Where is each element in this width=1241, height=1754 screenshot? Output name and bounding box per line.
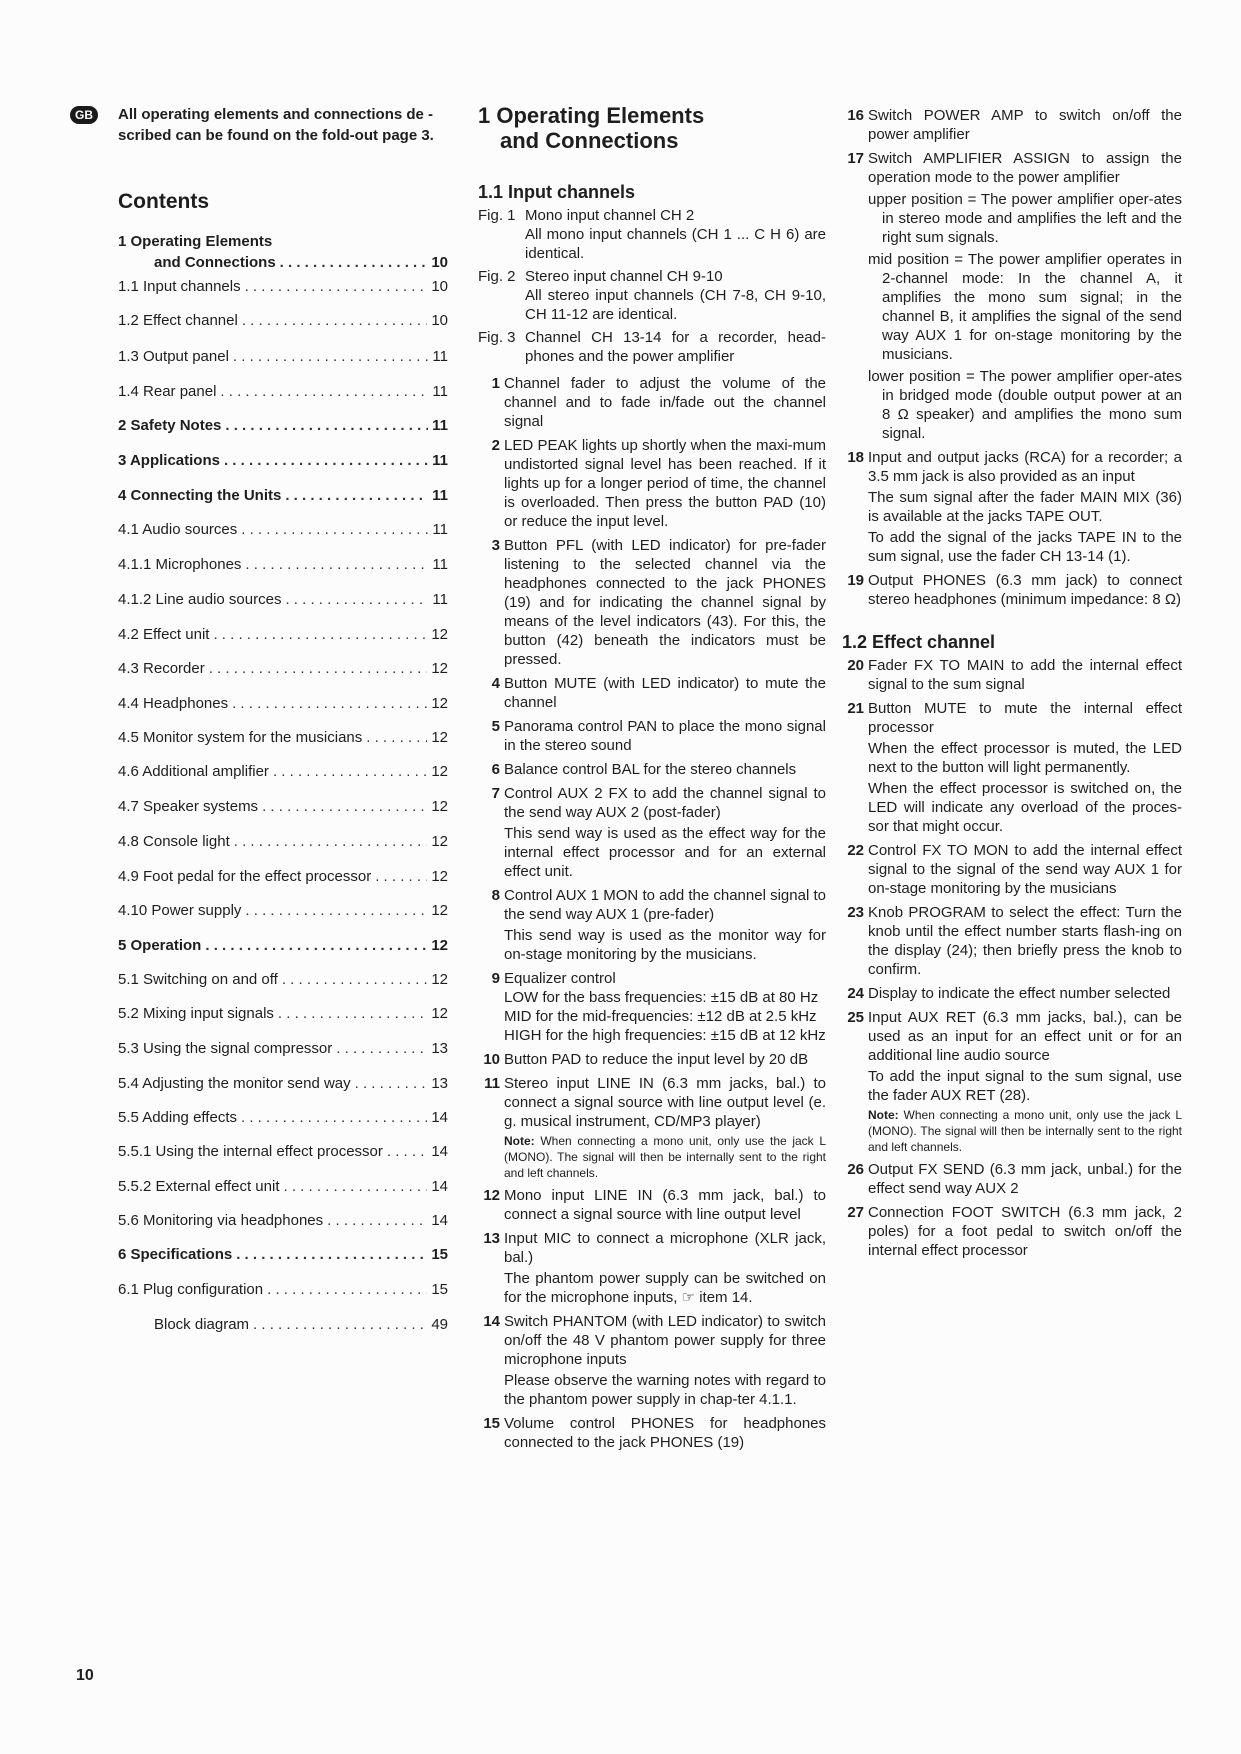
list-item — [842, 984, 1182, 1003]
figure-caption: Mono input channel CH 2 — [525, 207, 695, 224]
toc-entry-label: 2 Safety Notes — [118, 417, 222, 434]
list-item — [478, 1186, 826, 1224]
item-number: 26 — [847, 1161, 864, 1178]
toc-entry[interactable] — [118, 659, 448, 679]
item-text: Balance control BAL for the stereo channels — [504, 761, 797, 778]
toc-entry[interactable] — [118, 451, 448, 471]
item-text: Output PHONES (6.3 mm jack) to connect stereo headphones (minimum impedance: 8 Ω) — [868, 572, 1182, 608]
toc-entry[interactable] — [118, 520, 448, 540]
figure-ref — [478, 206, 826, 263]
toc-leader-dots — [285, 486, 428, 506]
item-text: Fader FX TO MAIN to add the internal effect signal to the sum signal — [868, 657, 1182, 693]
effect-channel-heading: 1.2 Effect channel — [842, 632, 996, 652]
item-text: Input and output jacks (RCA) for a recorder; a 3.5 mm jack is also provided as an input — [868, 449, 1182, 485]
list-item — [478, 717, 826, 755]
toc-entry-label: 1.3 Output panel — [118, 348, 229, 365]
list-item — [842, 1008, 1182, 1155]
list-item — [478, 1050, 826, 1069]
toc-entry-label: 5.5.2 External effect unit — [118, 1178, 280, 1195]
list-item — [842, 571, 1182, 609]
figure-label: Fig. 2 — [478, 268, 516, 285]
item-list — [842, 656, 1182, 1260]
toc-entry[interactable] — [118, 1280, 448, 1300]
toc-entry-page: 15 — [431, 1246, 448, 1263]
list-item — [478, 1074, 826, 1181]
section-heading — [478, 103, 778, 153]
toc-entry[interactable] — [118, 970, 448, 990]
toc-entry[interactable] — [118, 797, 448, 817]
item-number: 15 — [483, 1415, 500, 1432]
right-column — [842, 106, 1182, 1265]
toc-entry[interactable] — [118, 762, 448, 782]
item-text: Stereo input LINE IN (6.3 mm jacks, bal.) to connect a signal source with line output level (e. g. musical instrument, CD/MP3 player) — [504, 1075, 826, 1130]
item-number: 2 — [491, 437, 500, 454]
item-number: 24 — [847, 985, 864, 1002]
toc-leader-dots — [336, 1039, 427, 1059]
toc-entry[interactable] — [118, 1004, 448, 1024]
toc-entry[interactable] — [118, 277, 448, 297]
toc-leader-dots — [232, 694, 427, 714]
toc-leader-dots — [280, 253, 428, 273]
item-number: 19 — [847, 572, 864, 589]
item-number: 23 — [847, 904, 864, 921]
item-number: 3 — [491, 537, 500, 554]
item-extra: The sum signal after the fader MAIN MIX (36) is available at the jacks TAPE OUT. — [868, 489, 1182, 525]
item-number: 10 — [483, 1051, 500, 1068]
toc-leader-dots — [242, 311, 428, 331]
toc-entry-label: and Connections — [154, 254, 276, 271]
item-number: 4 — [491, 675, 500, 692]
item-extra: When the effect processor is switched on, the LED will indicate any overload of the proces-sor that might occur. — [868, 780, 1182, 835]
toc-entry-label: 5.1 Switching on and off — [118, 971, 278, 988]
middle-column — [478, 181, 826, 1457]
toc-entry-page: 11 — [432, 521, 448, 538]
toc-entry-label: 3 Applications — [118, 452, 220, 469]
toc-entry-label: 4.4 Headphones — [118, 695, 229, 712]
position-description: mid position = The power amplifier operates in 2-channel mode: In the channel A, it amplifies the mono sum signal; in the channel B, it amplifies the signal of the send way AUX 1 for on-stage monitoring by the musicians. — [868, 251, 1182, 363]
equalizer-band: MID for the mid-frequencies: ±12 dB at 2.5 kHz — [504, 1008, 817, 1025]
section-heading-line1: 1 Operating Elements — [478, 103, 705, 128]
toc-entry-page: 15 — [431, 1281, 448, 1298]
note-text: When connecting a mono unit, only use the jack L (MONO). The signal will then be internally sent to the right and left channels. — [868, 1108, 1182, 1154]
item-extra: Please observe the warning notes with regard to the phantom power supply in chap-ter 4.1.1. — [504, 1372, 826, 1408]
toc-leader-dots — [273, 762, 427, 782]
list-item — [842, 149, 1182, 443]
item-text: Switch PHANTOM (with LED indicator) to switch on/off the 48 V phantom power supply for three microphone inputs — [504, 1313, 826, 1368]
figure-ref — [478, 267, 826, 324]
toc-entry-label: 5.5 Adding effects — [118, 1109, 237, 1126]
equalizer-band: LOW for the bass frequencies: ±15 dB at 80 Hz — [504, 989, 819, 1006]
toc-entry-page: 11 — [432, 556, 448, 573]
item-text: Mono input LINE IN (6.3 mm jack, bal.) to connect a signal source with line output level — [504, 1187, 826, 1223]
item-text: Connection FOOT SWITCH (6.3 mm jack, 2 poles) for a foot pedal to switch on/off the internal effect processor — [868, 1204, 1182, 1259]
toc-entry-page: 10 — [431, 254, 448, 271]
toc-entry-page: 13 — [431, 1075, 448, 1092]
toc-entry[interactable] — [118, 347, 448, 367]
item-extra: To add the signal of the jacks TAPE IN to the sum signal, use the fader CH 13-14 (1). — [868, 529, 1182, 565]
toc-entry-page: 10 — [431, 312, 448, 329]
toc-entry-page: 14 — [431, 1212, 448, 1229]
toc-leader-dots — [355, 1074, 428, 1094]
toc-leader-dots — [241, 520, 428, 540]
toc-entry-label: 4.8 Console light — [118, 833, 230, 850]
toc-entry-label: 4.3 Recorder — [118, 660, 205, 677]
toc-entry-label: 4.5 Monitor system for the musicians — [118, 729, 363, 746]
toc-leader-dots — [224, 451, 428, 471]
item-text: Display to indicate the effect number selected — [868, 985, 1171, 1002]
toc-entry[interactable] — [118, 253, 448, 273]
item-number: 25 — [847, 1009, 864, 1026]
toc-entry-page: 12 — [431, 660, 448, 677]
toc-entry-page: 10 — [431, 278, 448, 295]
toc-entry-page: 11 — [432, 348, 448, 365]
toc-entry[interactable] — [118, 382, 448, 402]
position-description: upper position = The power amplifier oper-ates in stereo mode and amplifies the left and the right sum signals. — [868, 191, 1182, 246]
toc-entry-label: 6 Specifications — [118, 1246, 233, 1263]
toc-entry-label: 5.3 Using the signal compressor — [118, 1040, 333, 1057]
toc-entry-label: 1.2 Effect channel — [118, 312, 238, 329]
toc-entry[interactable] — [118, 1108, 448, 1128]
item-note — [868, 1107, 1182, 1155]
item-text: Panorama control PAN to place the mono signal in the stereo sound — [504, 718, 826, 754]
toc-entry-label: 4 Connecting the Units — [118, 487, 282, 504]
figure-ref — [478, 328, 826, 366]
toc-entry[interactable] — [118, 728, 448, 748]
item-number: 20 — [847, 657, 864, 674]
item-text: Button MUTE (with LED indicator) to mute the channel — [504, 675, 826, 711]
toc-entry-page: 12 — [431, 626, 448, 643]
toc-entry-page: 12 — [431, 763, 448, 780]
figure-note: All mono input channels (CH 1 ... C H 6) are identical. — [525, 226, 826, 262]
toc-leader-dots — [375, 867, 427, 887]
toc-leader-dots — [233, 347, 429, 367]
toc-entry[interactable] — [118, 590, 448, 610]
toc-leader-dots — [205, 936, 427, 956]
item-text: LED PEAK lights up shortly when the maxi-mum undistorted signal level has been reached. If it lights up for a longer period of time, the channel is overloaded. Then press the button PAD (10) or reduce the input level. — [504, 437, 826, 530]
toc-entry-label: 6.1 Plug configuration — [118, 1281, 264, 1298]
toc-leader-dots — [282, 970, 427, 990]
toc-entry-label: 5 Operation — [118, 937, 202, 954]
toc-entry-page: 12 — [431, 1005, 448, 1022]
item-number: 22 — [847, 842, 864, 859]
toc-entry-page: 12 — [431, 902, 448, 919]
item-number: 13 — [483, 1230, 500, 1247]
item-extra: To add the input signal to the sum signal, use the fader AUX RET (28). — [868, 1068, 1182, 1104]
item-extra: When the effect processor is muted, the LED next to the button will light permanently. — [868, 740, 1182, 776]
item-number: 27 — [847, 1204, 864, 1221]
list-item — [478, 1312, 826, 1409]
toc-leader-dots — [267, 1280, 427, 1300]
list-item — [842, 699, 1182, 836]
toc-leader-dots — [245, 277, 428, 297]
list-item — [842, 656, 1182, 694]
toc-entry-label: 4.7 Speaker systems — [118, 798, 259, 815]
toc-leader-dots — [213, 625, 427, 645]
list-item — [478, 1414, 826, 1452]
toc-entry-label: Block diagram — [154, 1316, 250, 1333]
toc-entry[interactable] — [118, 1074, 448, 1094]
item-extra: This send way is used as the effect way for the internal effect processor and for an external effect unit. — [504, 825, 826, 880]
toc-entry[interactable] — [118, 694, 448, 714]
toc-entry-label: 1.4 Rear panel — [118, 383, 217, 400]
list-item — [842, 841, 1182, 898]
toc-leader-dots — [327, 1211, 427, 1231]
toc-entry-page: 13 — [431, 1040, 448, 1057]
toc-leader-dots — [220, 382, 428, 402]
item-number: 14 — [483, 1313, 500, 1330]
toc-entry-label: 1 Operating Elements — [118, 233, 273, 250]
toc-entry[interactable] — [118, 867, 448, 887]
figure-label: Fig. 3 — [478, 329, 516, 346]
item-text: Input AUX RET (6.3 mm jacks, bal.), can be used as an input for an effect unit or for an additional line audio source — [868, 1009, 1182, 1064]
toc-entry-page: 11 — [432, 417, 448, 434]
item-number: 9 — [491, 970, 500, 987]
toc-entry-label: 4.10 Power supply — [118, 902, 242, 919]
list-item — [478, 374, 826, 431]
toc-entry[interactable] — [118, 1245, 448, 1265]
toc-entry[interactable] — [118, 901, 448, 921]
toc-entry[interactable] — [118, 555, 448, 575]
item-text: Button MUTE to mute the internal effect processor — [868, 700, 1182, 736]
list-item — [842, 1203, 1182, 1260]
toc-leader-dots — [209, 659, 428, 679]
toc-entry-page: 11 — [432, 591, 448, 608]
toc-leader-dots — [285, 590, 428, 610]
note-label: Note: — [868, 1108, 899, 1122]
toc-leader-dots — [278, 1004, 427, 1024]
list-item — [842, 106, 1182, 144]
toc-leader-dots — [366, 728, 427, 748]
toc-entry-label: 1.1 Input channels — [118, 278, 241, 295]
toc-entry-page: 11 — [432, 452, 448, 469]
toc-entry[interactable] — [118, 311, 448, 331]
toc-entry-page: 11 — [432, 487, 448, 504]
item-extra: This send way is used as the monitor way for on-stage monitoring by the musicians. — [504, 927, 826, 963]
toc-leader-dots — [387, 1142, 427, 1162]
toc-leader-dots — [245, 901, 427, 921]
toc-entry[interactable] — [118, 416, 448, 436]
toc-entry[interactable] — [118, 486, 448, 506]
toc-leader-dots — [225, 416, 428, 436]
list-item — [842, 1160, 1182, 1198]
item-text: Control AUX 2 FX to add the channel signal to the send way AUX 2 (post-fader) — [504, 785, 826, 821]
toc-entry-label: 4.9 Foot pedal for the effect processor — [118, 868, 372, 885]
toc-entry-heading — [118, 232, 448, 252]
figure-caption: Stereo input channel CH 9-10 — [525, 268, 723, 285]
item-text: Button PAD to reduce the input level by 20 dB — [504, 1051, 809, 1068]
item-text: Channel fader to adjust the volume of the channel and to fade in/fade out the channel signal — [504, 375, 826, 430]
item-number: 16 — [847, 107, 864, 124]
toc-entry-label: 5.5.1 Using the internal effect processor — [118, 1143, 383, 1160]
toc-leader-dots — [236, 1245, 427, 1265]
toc-entry-label: 5.2 Mixing input signals — [118, 1005, 274, 1022]
item-extra: The phantom power supply can be switched on for the microphone inputs, ☞ item 14. — [504, 1270, 826, 1306]
toc-entry[interactable] — [118, 1039, 448, 1059]
note-text: When connecting a mono unit, only use the jack L (MONO). The signal will then be internally sent to the right and left channels. — [504, 1134, 826, 1180]
toc-entry-page: 12 — [431, 695, 448, 712]
equalizer-band: HIGH for the high frequencies: ±15 dB at 12 kHz — [504, 1027, 826, 1044]
toc-entry-label: 4.1 Audio sources — [118, 521, 238, 538]
toc-entry[interactable] — [118, 1142, 448, 1162]
toc-entry-page: 14 — [431, 1143, 448, 1160]
item-text: Switch AMPLIFIER ASSIGN to assign the operation mode to the power amplifier — [868, 150, 1182, 186]
toc-entry[interactable] — [118, 832, 448, 852]
figure-caption: Channel CH 13-14 for a recorder, head-phones and the power amplifier — [525, 329, 826, 365]
item-number: 11 — [484, 1075, 500, 1092]
toc-entry-page: 11 — [432, 383, 448, 400]
toc-entry-page: 12 — [431, 868, 448, 885]
note-label: Note: — [504, 1134, 535, 1148]
list-item — [842, 903, 1182, 979]
list-item — [478, 886, 826, 964]
toc-leader-dots — [245, 555, 428, 575]
item-number: 21 — [847, 700, 864, 717]
item-number: 5 — [491, 718, 500, 735]
toc-leader-dots — [253, 1315, 427, 1335]
list-item — [842, 448, 1182, 566]
toc-entry-page: 14 — [431, 1109, 448, 1126]
figure-label: Fig. 1 — [478, 207, 516, 224]
list-item — [478, 760, 826, 779]
section-heading-line2: and Connections — [500, 128, 679, 153]
item-text: Control AUX 1 MON to add the channel signal to the send way AUX 1 (pre-fader) — [504, 887, 826, 923]
list-item — [478, 784, 826, 881]
item-text: Button PFL (with LED indicator) for pre-fader listening to the selected channel via the headphones connected to the jack PHONES (19) and for indicating the channel signal by means of the level indicators (43). For this, the button (42) beneath the indicators must be pressed. — [504, 537, 826, 668]
list-item — [478, 436, 826, 531]
list-item — [478, 674, 826, 712]
list-item — [478, 1229, 826, 1307]
toc-entry-label: 4.1.2 Line audio sources — [118, 591, 282, 608]
toc-leader-dots — [262, 797, 427, 817]
item-text: Input MIC to connect a microphone (XLR jack, bal.) — [504, 1230, 826, 1266]
toc-leader-dots — [241, 1108, 427, 1128]
item-text: Knob PROGRAM to select the effect: Turn the knob until the effect number starts flash-ing on the display (24); then briefly press the knob to confirm. — [868, 904, 1182, 978]
item-list — [478, 374, 826, 1452]
item-number: 1 — [491, 375, 500, 392]
item-note — [504, 1133, 826, 1181]
intro-text: All operating elements and connections de - scribed can be found on the fold-out page 3. — [118, 106, 434, 144]
item-number: 12 — [483, 1187, 500, 1204]
toc-entry-page: 12 — [431, 729, 448, 746]
toc-entry-label: 4.2 Effect unit — [118, 626, 210, 643]
toc-entry[interactable] — [118, 1177, 448, 1197]
item-number: 17 — [847, 150, 864, 167]
toc-entry-label: 4.6 Additional amplifier — [118, 763, 269, 780]
contents-title: Contents — [118, 190, 209, 213]
toc-entry-page: 49 — [431, 1316, 448, 1333]
position-description: lower position = The power amplifier oper-ates in bridged mode (double output power at an 8 Ω speaker) and amplifies the mono sum signal. — [868, 368, 1182, 442]
item-text: Output FX SEND (6.3 mm jack, unbal.) for the effect send way AUX 2 — [868, 1161, 1182, 1197]
toc-entry-page: 12 — [431, 798, 448, 815]
list-item — [478, 536, 826, 669]
item-number: 6 — [491, 761, 500, 778]
item-text: Equalizer control — [504, 970, 616, 987]
toc-entry-page: 12 — [431, 833, 448, 850]
toc-entry-page: 14 — [431, 1178, 448, 1195]
item-text: Control FX TO MON to add the internal effect signal to the signal of the send way AUX 1 for on-stage monitoring by the musicians — [868, 842, 1182, 897]
toc-entry[interactable] — [118, 936, 448, 956]
item-text: Volume control PHONES for headphones connected to the jack PHONES (19) — [504, 1415, 826, 1451]
toc-leader-dots — [284, 1177, 428, 1197]
input-channels-heading: 1.1 Input channels — [478, 182, 636, 202]
list-item — [478, 969, 826, 1045]
item-text: Switch POWER AMP to switch on/off the power amplifier — [868, 107, 1182, 143]
toc-entry[interactable] — [118, 625, 448, 645]
toc-entry-page: 12 — [431, 971, 448, 988]
toc-entry-page: 12 — [431, 937, 448, 954]
toc-entry-label: 4.1.1 Microphones — [118, 556, 242, 573]
item-number: 18 — [847, 449, 864, 466]
figure-note: All stereo input channels (CH 7-8, CH 9-10, CH 11-12 are identical. — [525, 287, 826, 323]
toc-leader-dots — [234, 832, 428, 852]
item-number: 8 — [491, 887, 500, 904]
item-number: 7 — [491, 785, 500, 802]
toc-entry[interactable] — [118, 1315, 448, 1335]
page-number: 10 — [76, 1667, 94, 1684]
toc-entry[interactable] — [118, 1211, 448, 1231]
toc-entry-label: 5.6 Monitoring via headphones — [118, 1212, 324, 1229]
toc-entry-label: 5.4 Adjusting the monitor send way — [118, 1075, 351, 1092]
language-badge: GB — [70, 106, 98, 124]
